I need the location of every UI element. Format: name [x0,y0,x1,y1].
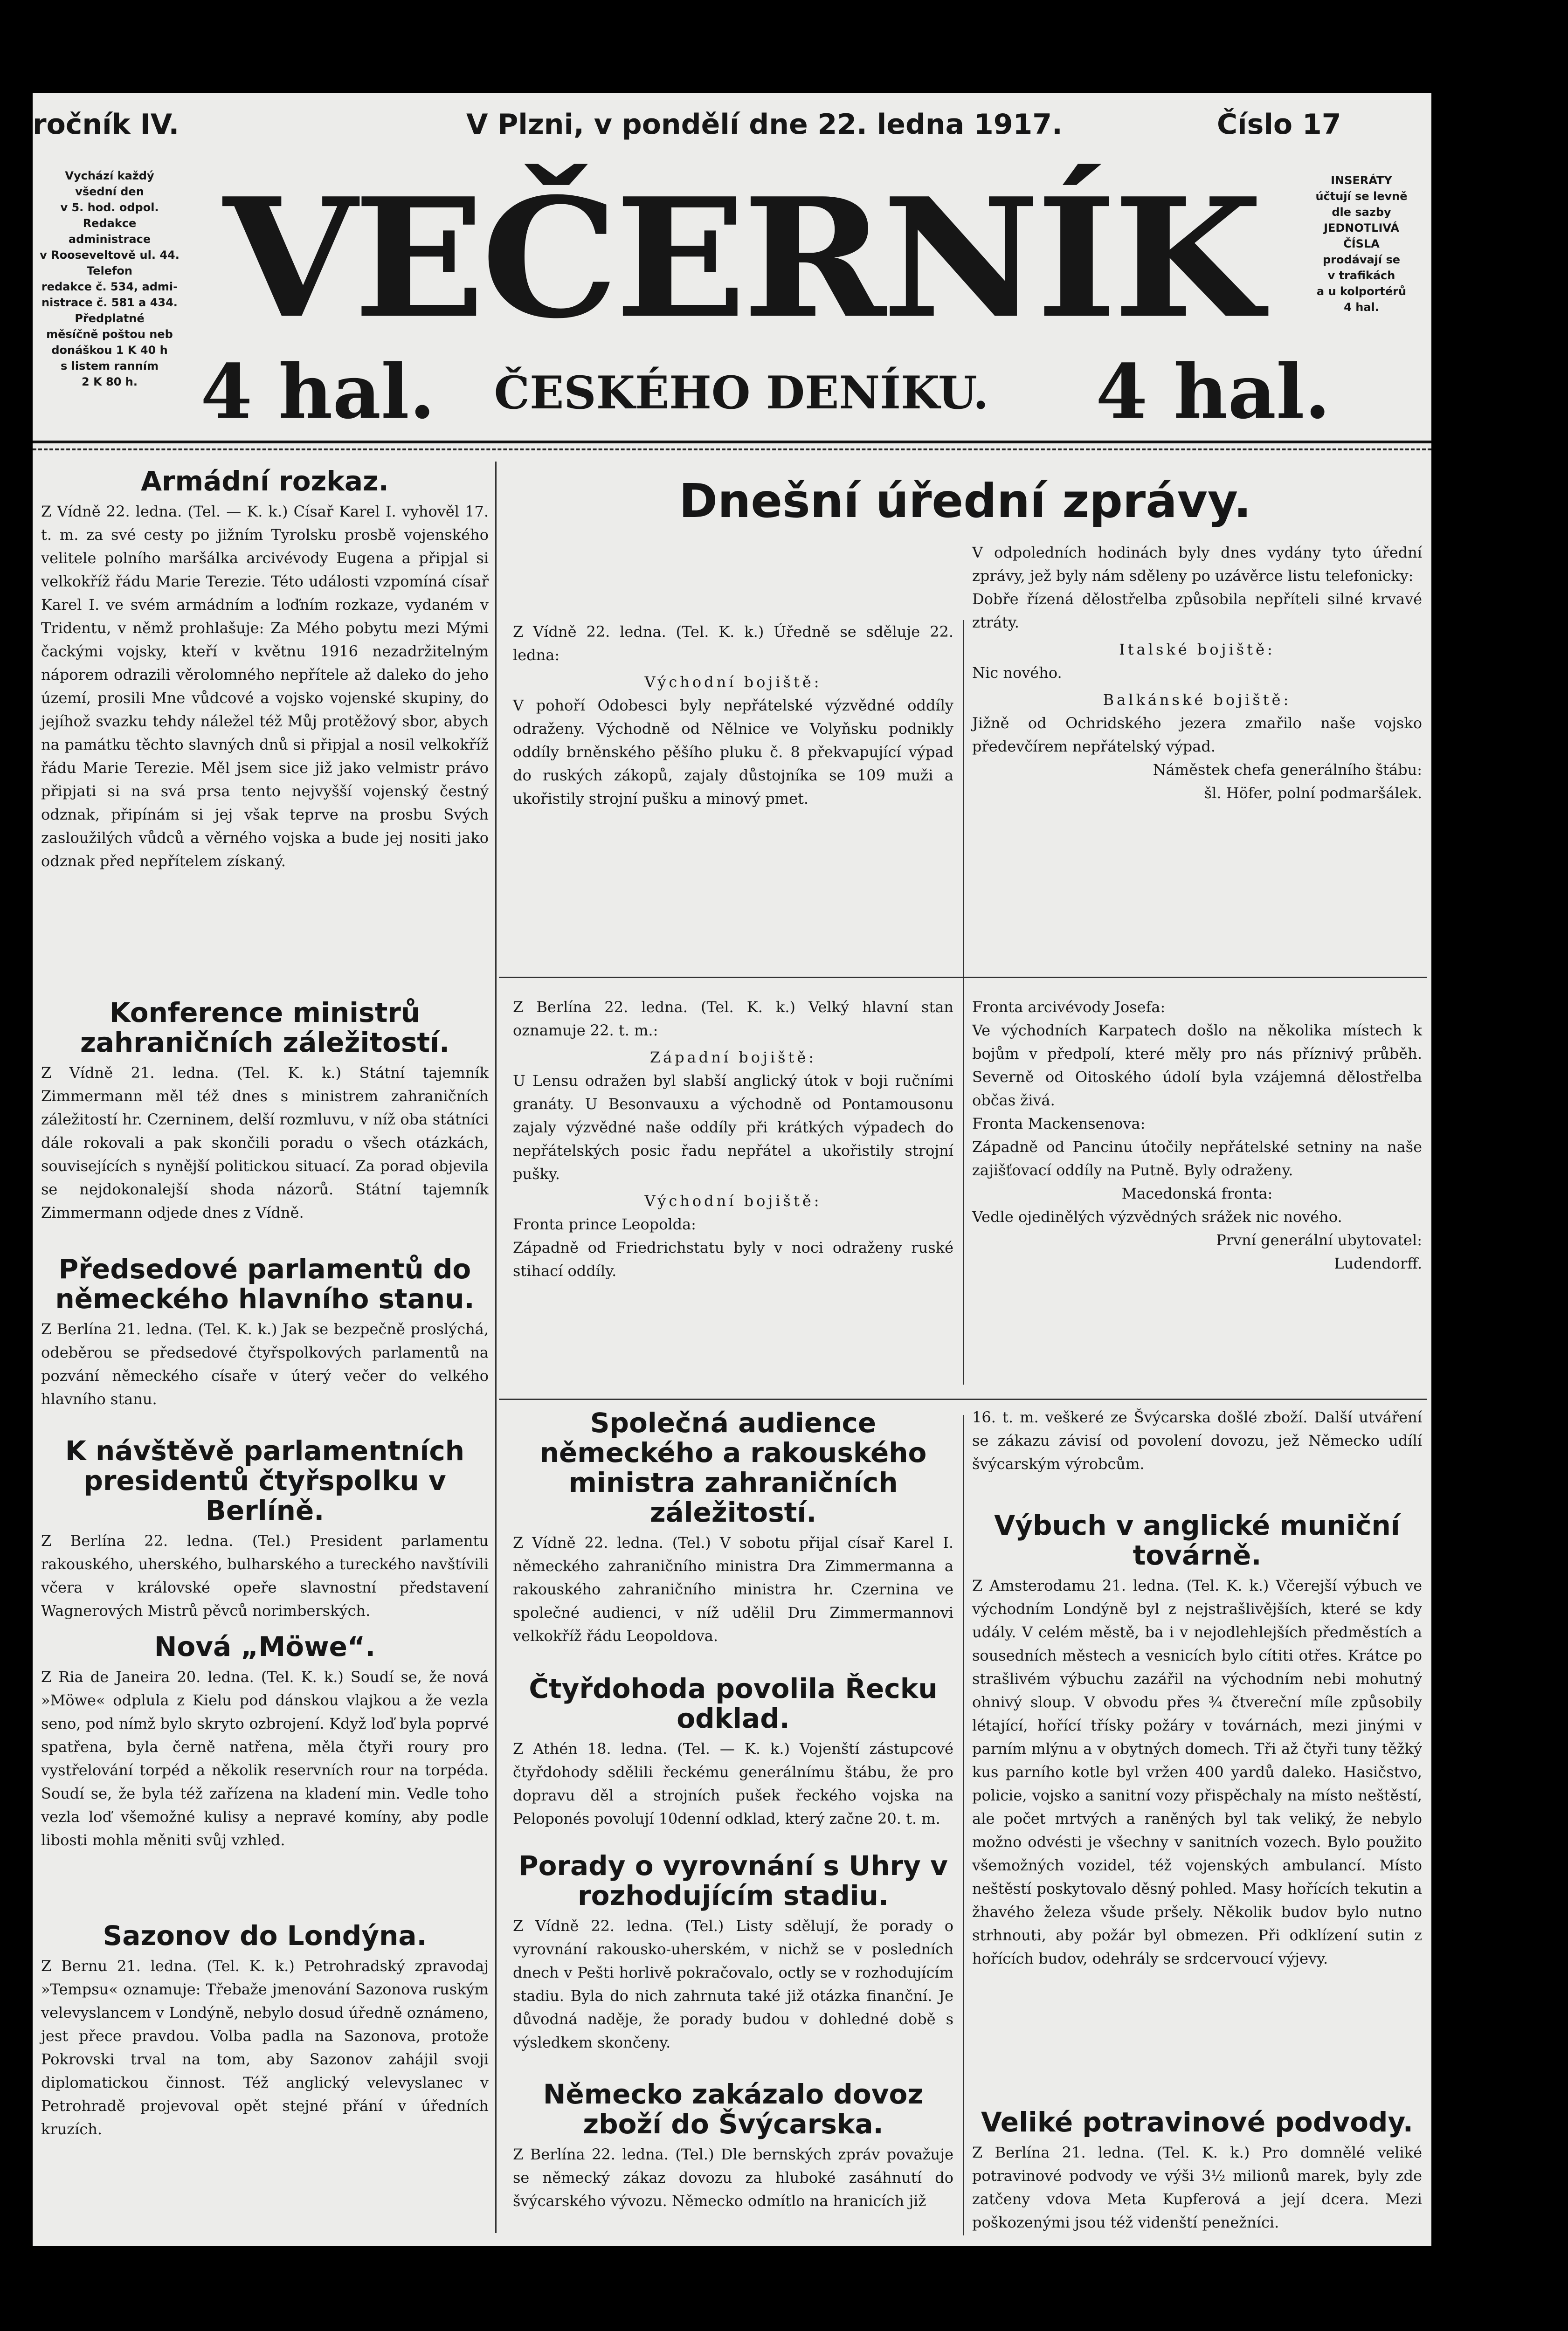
front-heading: Macedonská fronta: [1121,1185,1273,1202]
article-vybuch [972,1510,1422,1970]
article-body: Ve východních Karpatech došlo na několika místech k bojům v předpolí, které měly pro nás příznivý průběh. Severně od Oitoského údolí byla vzájemná dělostřelba občas živá. [972,1021,1422,1109]
article-title: Sazonov do Londýna. [103,1920,427,1952]
article-audience [513,1408,953,1648]
masthead-left-box-line: měsíčně poštou neb [46,328,173,341]
main-headline: Dnešní úřední zprávy. [679,474,1251,528]
masthead-right-box-line: JEDNOTLIVÁ [1324,221,1399,234]
masthead-left-box-line: v 5. hod. odpol. [60,201,159,214]
article-title: K návštěvě parlamentních presidentů čtyřspolku v Berlíně. [65,1435,465,1526]
column-divider-lower [963,1415,964,2235]
newspaper-subtitle: ČESKÉHO DENÍKU. [494,366,989,419]
masthead-left-box-line: 2 K 80 h. [82,375,138,388]
article-body: Západně od Friedrichstatu byly v noci odraženy ruské stihací oddíly. [513,1239,953,1280]
masthead-right-box [1292,172,1431,315]
article-armadni-rozkaz [41,466,489,873]
article-body: V pohoří Odobesci byly nepřátelské výzvědné oddíly odraženy. Východně od Nělnice ve Volyňsku podnikly oddíly brněnského pěšího pluku č. 8 překvapující výpad do ruských zákopů, zajaly důstojníka se 109 muži a ukořistily strojní pušku a minový pmet. [513,697,953,807]
signature-line: šl. Höfer, polní podmaršálek. [1204,784,1422,802]
masthead-left-box-line: redakce č. 534, admi- [41,280,178,293]
article-body: Z Athén 18. ledna. (Tel. — K. k.) Vojenští zástupcové čtyřdohody sdělili řeckému generálnímu štábu, že pro dopravu děl a strojních pušek řeckého vojska na Peloponés povolují 10denní odklad, který začne 20. t. m. [513,1740,953,1828]
masthead-left-box-line: v Rooseveltově ul. 44. [40,248,180,262]
masthead-rule [33,441,1431,443]
article-body: U Lensu odražen byl slabší anglický útok v boji ručními granáty. U Besonvauxu a východně od Pontamousonu zajaly výzvědné naše oddíly při krátkých výpadech do nepřátelských posic řadu nepřátel a ukořistily strojní pušky. [513,1072,953,1183]
article-body: Fronta prince Leopolda: [513,1215,696,1233]
masthead-right-box-line: účtují se levně [1315,190,1408,203]
article-body: Z Vídně 21. ledna. (Tel. K. k.) Státní tajemník Zimmermann měl též dnes s ministrem zahraničních záležitostí hr. Czerninem, delší rozmluvu, v níž oba státníci dále rokovali a pak skončili poradu o všech otázkách, souvisejících s nynější politickou situací. Za porad objevila se nejdokonalejší shoda názorů. Státní tajemník Zimmermann odjede dnes z Vídně. [41,1064,489,1221]
article-zpravy-sloupec [972,541,1422,805]
newspaper-title: VEČERNÍK [223,162,1259,355]
article-body: Z Bernu 21. ledna. (Tel. K. k.) Petrohradský zpravodaj »Tempsu« oznamuje: Třebaže jmenování Sazonova ruským velevyslancem v Londýně, nebylo dosud úředně oznámeno, jest přece pravdou. Volba padla na Sazonova, protože Pokrovski trval na tom, aby Sazonov zahájil svoji diplomatickou činnost. Též anglický velevyslanec v Petrohradě projevoval opět stejné přání v úředních kruzích. [41,1957,489,2138]
section-rule-2 [499,1399,1427,1400]
front-heading: Fronta arcivévody Josefa: [972,998,1166,1016]
article-berlin [513,995,953,1283]
signature-line: Ludendorff. [1334,1255,1422,1272]
article-title: Společná audience německého a rakouského ministra zahraničních záležitostí. [539,1407,927,1528]
masthead-left-box-line: administrace [68,233,151,246]
signature-line: První generální ubytovatel: [1216,1231,1422,1249]
article-podvody [972,2107,1422,2234]
masthead-right-box-line: 4 hal. [1344,301,1379,314]
issue-number: Číslo 17 [1217,108,1341,141]
masthead-right-box-line: v trafikách [1327,269,1395,282]
article-body: Západně od Pancinu útočily nepřátelské setniny na naše zajišťovací oddíly na Putně. Byly odraženy. [972,1138,1422,1179]
signature-line: Náměstek chefa generálního štábu: [1153,761,1422,779]
front-heading: Východní bojiště: [644,673,822,691]
article-predsedove [41,1254,489,1411]
article-title: Veliké potravinové podvody. [981,2106,1413,2138]
article-title: Výbuch v anglické muniční továrně. [994,1510,1400,1571]
dateline: V Plzni, v pondělí dne 22. ledna 1917. [466,108,1063,141]
article-body: Z Berlína 21. ledna. (Tel. K. k.) Jak se bezpečně proslýchá, odeběrou se předsedové čtyřspolkových parlamentů na pozvání německého císaře v úterý večer do velkého hlavního stanu. [41,1320,489,1408]
front-heading: Balkánské bojiště: [1103,691,1292,709]
front-heading: Východní bojiště: [644,1192,822,1210]
article-body: Z Vídně 22. ledna. (Tel.) V sobotu přijal císař Karel I. německého zahraničního ministra Dra Zimmermanna a rakouského zahraničního ministra hr. Czernina ve společné audienci, v níž udělil Dru Zimmermannovi velkokříž řádu Leopoldova. [513,1534,953,1645]
article-body: Z Vídně 22. ledna. (Tel.) Listy sdělují, že porady o vyrovnání rakousko-uherském, v nichž se v posledních dnech v Pešti horlivě pokračovalo, octly se v rozhodujícím stadiu. Byla do nich zahrnuta také již otázka finanční. Je důvodná naděje, že porady budou v dohledné době s výsledkem skončeny. [513,1917,953,2051]
article-intro: Z Berlína 22. ledna. (Tel. K. k.) Velký hlavní stan oznamuje 22. t. m.: [513,998,953,1039]
article-title: Čtyřdohoda povolila Řecku odklad. [529,1673,938,1734]
article-body: Z Ria de Janeira 20. ledna. (Tel. K. k.) Soudí se, že nová »Möwe« odplula z Kielu pod dánskou vlajkou a že vezla seno, pod nímž bylo skryto ozbrojení. Když loď byla poprvé spatřena, byla černě natřena, měla čtyři roury pro vystřelování torpéd a několik reservních rour na torpéda. Soudí se, že byla též zařízena na kladení min. Vedle toho vezla loď všemožné kulisy a nepravé komíny, aby podle libosti mohla měniti svůj vzhled. [41,1668,489,1849]
masthead-left-box-line: všední den [75,185,144,198]
article-body: Dobře řízená dělostřelba způsobila nepříteli silné krvavé ztráty. [972,590,1422,631]
article-body: Z Berlína 21. ledna. (Tel. K. k.) Pro domnělé veliké potravinové podvody ve výši 3½ milionů marek, byly zde zatčeny vdova Meta Kupferová a její dcera. Mezi poškozenými jsou též videnští penežníci. [972,2144,1422,2231]
telephone-note: V odpoledních hodinách byly dnes vydány tyto úřední zprávy, jež byly nám sděleny po uzávěrce listu telefonicky: [972,544,1422,585]
column-divider-middle [963,620,964,1385]
section-rule-1 [499,977,1427,978]
masthead-left-box-line: Vychází každý [65,169,154,182]
volume-label: ročník IV. [33,108,180,141]
column-divider-left [495,462,497,2233]
masthead-top-line [33,108,1431,145]
article-body: Z Vídně 22. ledna. (Tel. — K. k.) Císař Karel I. vyhověl 17. t. m. za své cesty po jižním Tyrolsku prosbě vojenského velitele polního maršálka arcivévody Eugena a připjal si velkokříž řádu Marie Terezie. Této události vzpomíná císař Karel I. ve svém armádním a loďním rozkaze, vydaném v Tridentu, v němž prohlašuje: Za Mého pobytu mezi Mými čackými vojsky, kteří v květnu 1916 nezadržitelným náporem odrazili věrolomného nepřítele až daleko do jeho území, prosili Mne vůdcové a vojsko vojenské skupiny, do jejíhož svazku tehdy náležel též Můj protěžový sbor, abych na památku těchto slavných dnů si připjal a nosil velkokříž řádu Marie Terezie. Měl jsem sice již jako velmistr právo připjati si na svá prsa tento nejvyšší vojenský čestný odznak, připínám si jej však teprve na prosbu Svých zasloužilých vůdců a věrného vojska a bude jej nositi jako odznak před nepřítelem získaný. [41,503,489,870]
article-title: Nová „Möwe“. [154,1631,376,1662]
article-intro: Z Vídně 22. ledna. (Tel. K. k.) Úředně se sděluje 22. ledna: [513,623,953,664]
article-porady [513,1851,953,2054]
article-body: Z Berlína 22. ledna. (Tel.) President parlamentu rakouského, uherského, bulharského a tureckého navštívili včera v královské opeře slavnostní představení Wagnerových Mistrů pěvců norimberských. [41,1532,489,1620]
article-title: Předsedové parlamentů do německého hlavního stanu. [55,1253,475,1315]
article-body: Jižně od Ochridského jezera zmařilo naše vojsko předevčírem nepřátelský výpad. [972,714,1422,755]
article-berlin-continued [972,995,1422,1275]
article-title: Konference ministrů zahraničních záležitostí. [80,997,449,1058]
newspaper-page [33,93,1431,2246]
masthead-left-box-line: s listem ranním [61,359,159,372]
article-sazonov [41,1921,489,2141]
masthead-right-box-line: INSERÁTY [1331,174,1392,187]
masthead-right-box-line: a u kolportérů [1316,285,1407,298]
masthead-dashed-rule [33,448,1431,450]
masthead-right-box-line: prodávají se [1322,253,1401,266]
article-body: Nic nového. [972,664,1062,682]
article-zakaz-continued [972,1406,1422,1476]
masthead-right-box-line: dle sazby [1332,206,1391,219]
masthead-right-box-line: ČÍSLA [1343,237,1380,250]
masthead-left-box-line: Redakce [83,217,137,230]
article-body: Vedle ojedinělých výzvědných srážek nic nového. [972,1208,1342,1226]
article-body: Z Amsterodamu 21. ledna. (Tel. K. k.) Včerejší výbuch ve východním Londýně byl z nejstrašlivějších, které se kdy udály. V celém městě, ba i v nejodlehlejších předměstích a sousedních městech a vesnicích bylo cítiti otřes. Krátce po strašlivém výbuchu zazářil na východním nebi mohutný ohnivý sloup. V obvodu přes ¾ čtvereční míle způsobily létající, hořící třísky požáry v továrnách, mezi jinými v parním mlýnu a v obytných domech. Tři až čtyři tuny těžký kus parního kotle byl vržen 400 yardů daleko. Hasičstvo, policie, vojsko a sanitní vozy přispěchaly na místo neštěstí, ale počet mrtvých a raněných byl tak veliký, že nebylo možno odvésti je všechny v sanitních vozech. Bylo použito všemožných vozidel, též vojenských ambulancí. Místo neštěstí poskytovalo děsný pohled. Masy hořících tekutin a žhavého železa všude pršely. Několik budov bylo nutno strhnouti, aby požár byl obmezen. Při odklízení sutin z hořících budov, odehrály se srdcervoucí výjevy. [972,1577,1422,1967]
price-right: 4 hal. [1096,348,1331,435]
article-konference [41,998,489,1224]
article-navsteva [41,1436,489,1622]
masthead-left-box [33,168,187,390]
front-heading: Italské bojiště: [1119,641,1275,658]
article-ctyrdohoda [513,1674,953,1830]
main-headline-block [504,476,1427,536]
masthead-left-box-line: donáškou 1 K 40 h [51,344,168,357]
article-zpravy-vychod [513,620,953,810]
article-mowe [41,1632,489,1852]
article-body: 16. t. m. veškeré ze Švýcarska došlé zboží. Další utváření se zákazu závisí od povolení dovozu, jež Německo udílí švýcarským výrobcům. [972,1408,1422,1473]
masthead-left-box-line: nistrace č. 581 a 434. [41,296,178,309]
front-heading: Fronta Mackensenova: [972,1115,1146,1132]
article-title: Armádní rozkaz. [141,465,389,497]
article-body: Z Berlína 22. ledna. (Tel.) Dle bernských zpráv považuje se německý zákaz dovozu za hluboké zasáhnutí do švýcarského vývozu. Německo odmítlo na hranicích již [513,2145,953,2210]
article-title: Německo zakázalo dovoz zboží do Švýcarska. [543,2078,924,2140]
masthead-left-box-line: Předplatné [75,312,145,325]
article-title: Porady o vyrovnání s Uhry v rozhodujícím stadiu. [518,1850,948,1911]
price-left: 4 hal. [200,348,435,435]
article-zakaz [513,2079,953,2213]
front-heading: Západní bojiště: [649,1048,817,1066]
masthead-left-box-line: Telefon [87,264,132,277]
